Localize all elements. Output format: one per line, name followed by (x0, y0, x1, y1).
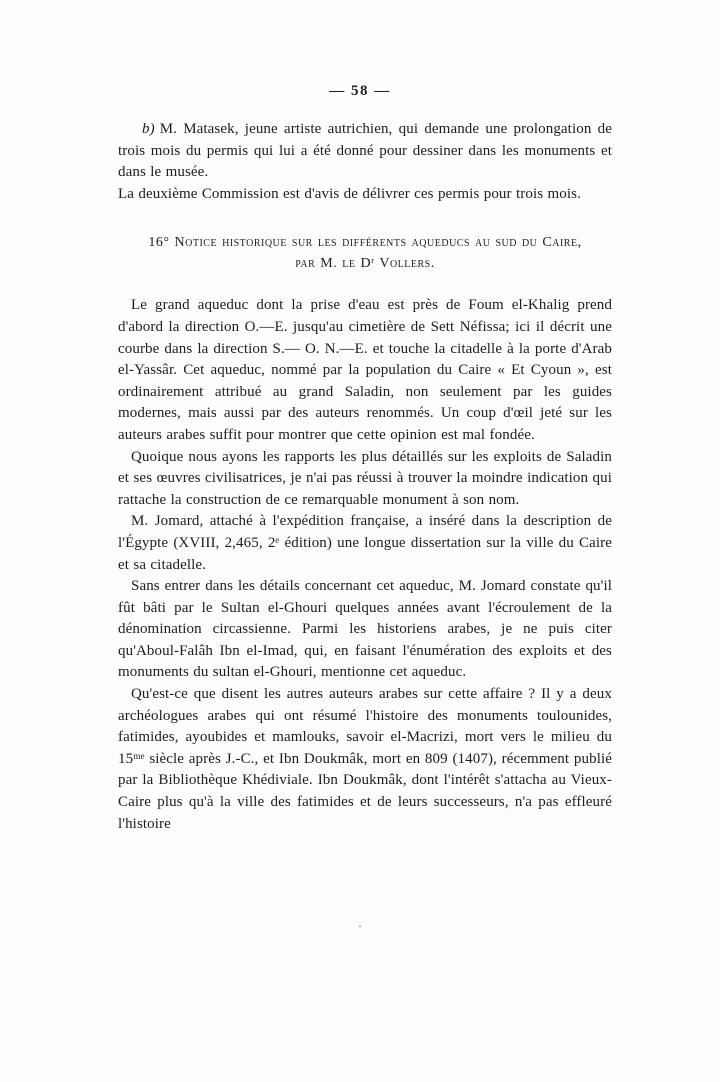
body-paragraph-arab-historians: Qu'est-ce que disent les autres auteurs arabes sur cette affaire ? Il y a deux archéologues arabes qui ont résumé l'histoire des monuments toulounides, fatimides, ayoubides et mamlouks, savoir el-Macrizi, mort vers le milieu du 15ᵐᵉ siècle après J.-C., et Ibn Doukmâk, mort en 809 (1407), récemment publié par la Bibliothèque Khédiviale. Ibn Doukmâk, dont l'intérêt s'attacha au Vieux-Caire plus qu'à la ville des fatimides et de leurs successeurs, n'a pas effleuré l'histoire (118, 686, 612, 832)
section-heading: 16° Notice historique sur les différents aqueducs au sud du Caire, par M. le Dʳ Vollers. (148, 235, 582, 272)
item-marker: b) (142, 121, 155, 137)
paragraph-commission-note: La deuxième Commission est d'avis de délivrer ces permis pour trois mois. (118, 185, 581, 202)
page-number: — 58 — (329, 83, 391, 99)
body-paragraph-aqueduct-description: Le grand aqueduc dont la prise d'eau est près de Foum el-Khalig prend d'abord la direction O.—E. jusqu'au cimetière de Sett Néfissa; ici il décrit une courbe dans la direction S.— O. N.—E. et touche la citadelle à la porte d'Arab el-Yassâr. Cet aqueduc, nommé par la population du Caire « Et Cyoun », est ordinairement attribué au grand Saladin, non seulement par les guides modernes, mais aussi par des auteurs renommés. Un coup d'œil jeté sur les auteurs arabes suffit pour montrer que cette opinion est mal fondée. (118, 297, 612, 443)
bottom-mark: . (358, 918, 362, 930)
body-paragraph-jomard-egypte: M. Jomard, attaché à l'expédition française, a inséré dans la description de l'Égypte (XVIII, 2,465, 2ᵉ édition) une longue dissertation sur la ville du Caire et sa citadelle. (118, 513, 612, 573)
paragraph-item-b (118, 119, 612, 184)
body-paragraph-saladin: Quoique nous ayons les rapports les plus détaillés sur les exploits de Saladin et ses œuvres civilisatrices, je n'ai pas réussi à trouver la moindre indication qui rattache la construction de ce remarquable monument à son nom. (118, 448, 612, 508)
item-text: M. Matasek, jeune artiste autrichien, qui demande une prolongation de trois mois du permis qui lui a été donné pour dessiner dans les monuments et dans le musée. (118, 121, 612, 181)
page-content (118, 119, 612, 835)
body-paragraph-sultan-ghouri: Sans entrer dans les détails concernant cet aqueduc, M. Jomard constate qu'il fût bâti par le Sultan el-Ghouri quelques années avant l'écroulement de la dénomination circassienne. Parmi les historiens arabes, je ne puis citer qu'Aboul-Falâh Ibn el-Imad, qui, en faisant l'énumération des exploits et des monuments du sultan el-Ghouri, mentionne cet aqueduc. (118, 578, 612, 681)
